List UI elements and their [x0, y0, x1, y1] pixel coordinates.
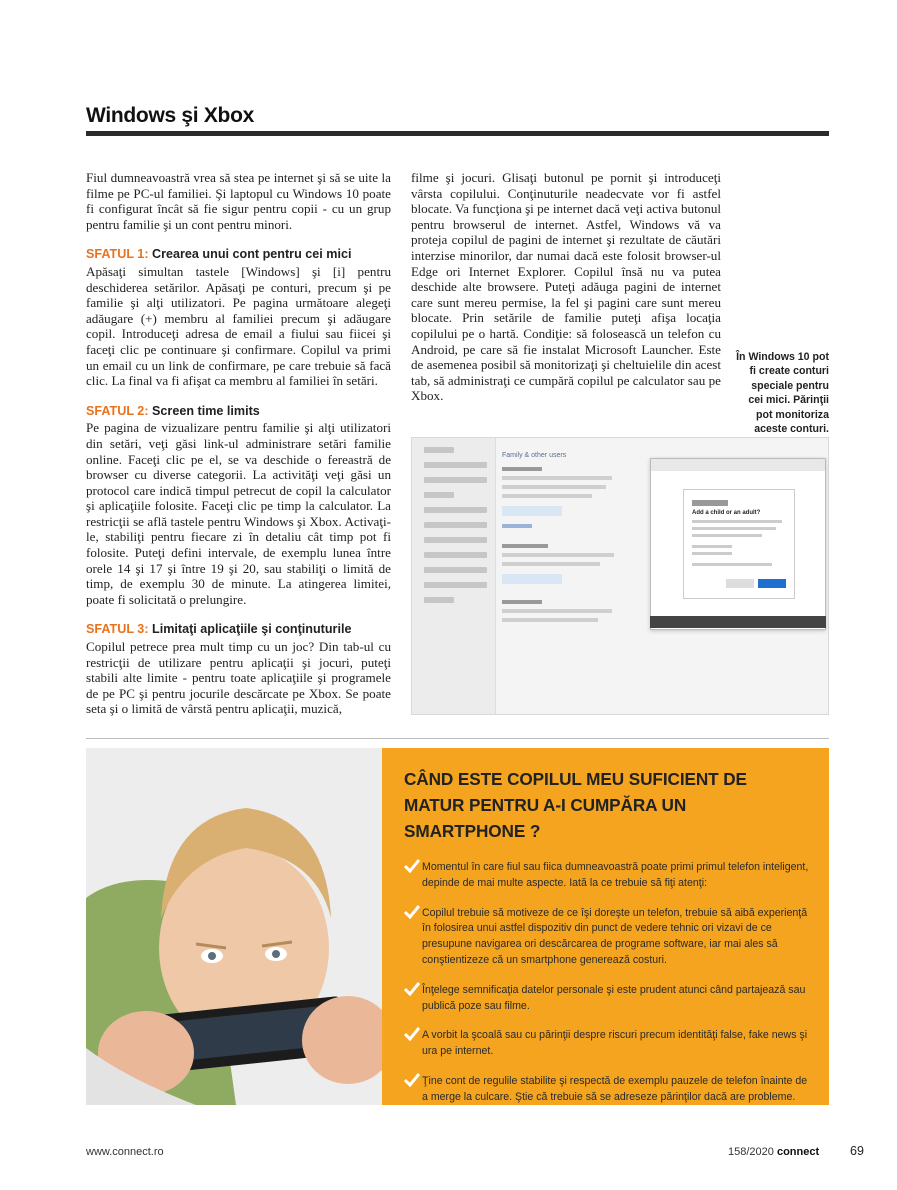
intro-paragraph: Fiul dumneavoastră vrea să stea pe internet şi să se uite la filme pe PC-ul familiei. Şi laptopul cu Windows 10 poate fi configurat încât să fie sigur pentru copii - cu un grup pentru familie şi un cont pentru minori. — [86, 170, 391, 232]
article-column-1 — [86, 170, 391, 717]
tip1-heading — [86, 247, 391, 263]
smartphone-infobox — [382, 748, 829, 1105]
settings-main-panel — [502, 452, 622, 702]
taskbar — [650, 616, 826, 628]
tip2-heading — [86, 404, 391, 420]
tip2-label: SFATUL 2: — [86, 403, 149, 418]
infobox-item-text: Copilul trebuie să motiveze de ce îşi doreşte un telefon, trebuie să aibă experienţă în folosirea unui astfel dispozitiv din punct de vedere tehnic ori vizavi de ce presupune navigarea ori descărcarea de programe software, iar mai ales să conştientizeze că un smartphone generează costuri. — [422, 906, 808, 966]
infobox-item — [404, 860, 809, 892]
tip3-heading — [86, 622, 391, 638]
footer-issue — [728, 1146, 819, 1158]
checkmark-icon — [404, 1073, 420, 1087]
issue-number: 158/2020 — [728, 1146, 774, 1158]
add-member-window — [650, 458, 826, 630]
panel-title: Family & other users — [502, 452, 567, 459]
child-with-smartphone-photo — [86, 748, 382, 1105]
page-number: 69 — [850, 1144, 864, 1158]
tip2-title: Screen time limits — [152, 403, 260, 418]
infobox-item-text: A vorbit la şcoală sau cu părinţii despre riscuri precum identităţi false, fake news şi ura pe internet. — [422, 1029, 808, 1058]
infobox-item — [404, 1074, 809, 1106]
checkmark-icon — [404, 905, 420, 919]
magazine-brand: connect — [776, 1146, 820, 1158]
checkmark-icon — [404, 982, 420, 996]
article-column-2 — [411, 170, 721, 404]
tip2-body: Pe pagina de vizualizare pentru familie şi alţi utilizatori din setări, veţi găsi link-ul administrare setări familie online. Faceţi clic pe el, se va deschide o fereastră de browser cu diverse categorii. La activităţi veţi găsi un protocol care indică timpul petrecut de copil la calculator şi aplicaţiile folosite. Faceţi clic pe timp la calculator. La restricţii se află tastele pentru Windows şi Xbox. Activaţi-le, stabiliţi pentru fiecare zi în detaliu cât timp pot fi folosite. Puteţi defini intervale, de exemplu lunea între orele 14 şi 17 şi între 19 şi 20, sau stabiliţi o limită de timp, de exemplu 30 de minute. La atingerea limitei, poate fi solicitată o prelungire. — [86, 420, 391, 607]
title-rule — [86, 131, 829, 136]
tip3-label: SFATUL 3: — [86, 622, 149, 637]
dialog-title: Add a child or an adult? — [692, 510, 761, 516]
infobox-item — [404, 1028, 809, 1060]
infobox-item-text: Ţine cont de regulile stabilite şi respectă de exemplu pauzele de telefon înainte de a merge la culcare. Ştie că trebuie să se adreseze părinţilor dacă are probleme. — [422, 1074, 808, 1103]
add-member-dialog — [683, 489, 795, 599]
footer-website: www.connect.ro — [86, 1146, 164, 1158]
infobox-item — [404, 906, 809, 969]
column2-paragraph: filme şi jocuri. Glisaţi butonul pe pornit şi introduceţi vârsta copilului. Conţinuturile neadecvate vor fi astfel blocate. Va funcţiona şi pe internet dacă veţi activa butonul pentru browserul de internet. Astfel, Windows vă va proteja copilul de pagini de internet şi rezultate de căutări interzise minorilor, dar numai dacă este folosit browser-ul Edge ori Internet Explorer. Copilul însă nu va putea deschide alte browsere. Puteţi adăuga pagini de internet care sunt mereu permise, la fel şi pagini care sunt mereu blocate. Prin setările de familie puteţi afişa locaţia copilului pe o hartă. Condiţie: să folosească un telefon cu Android, pe care să fie instalat Microsoft Launcher. Este de asemenea posibil să monitorizaţi şi cheltuielile din acest tab, să administraţi ce cumpără copilul pe calculator sau pe Xbox. — [411, 170, 721, 404]
screenshot-caption: În Windows 10 pot fi create conturi speciale pentru cei mici. Părinţii pot monitoriza aceste conturi. — [736, 351, 829, 436]
windows-settings-screenshot — [411, 437, 829, 715]
tip3-title: Limitaţi aplicaţiile şi conţinuturile — [152, 622, 352, 637]
tip1-title: Crearea unui cont pentru cei mici — [152, 247, 352, 262]
section-divider — [86, 738, 829, 739]
tip1-label: SFATUL 1: — [86, 247, 149, 262]
infobox-item — [404, 983, 809, 1015]
photo-illustration — [86, 748, 382, 1105]
infobox-title: CÂND ESTE COPILUL MEU SUFICIENT DE MATUR PENTRU A-I CUMPĂRA UN SMARTPHONE ? — [404, 769, 747, 841]
tip1-body: Apăsaţi simultan tastele [Windows] şi [i] pentru deschiderea setărilor. Apăsaţi pe conturi, precum şi pe familie şi alţi utilizatori. Pe pagina următoare alegeţi adăugare (+) membru al familiei precum şi adăugare copil. Introduceţi adresa de email a fiului sau fiicei şi faceţi clic pe continuare şi confirmare. Copilul va primi un email cu un link de confirmare, pe care trebuie să facă clic. La final va fi afişat ca membru al familiei în setări. — [86, 263, 391, 389]
checkmark-icon — [404, 859, 420, 873]
section-title: Windows şi Xbox — [86, 104, 254, 127]
infobox-item-text: Înţelege semnificaţia datelor personale şi este prudent atunci când partajează sau publică poze sau filme. — [422, 983, 806, 1012]
infobox-item-text: Momentul în care fiul sau fiica dumneavoastră poate primi primul telefon inteligent, depinde de mai multe aspecte. Iată la ce trebuie să fiţi atenţi: — [422, 861, 809, 889]
checkmark-icon — [404, 1027, 420, 1041]
tip3-body: Copilul petrece prea mult timp cu un joc? Din tab-ul cu restricţii de utilizare pentru aplicaţii şi jocuri, puteţi stabili alte limite - pentru toate aplicaţiile şi programele de pe PC şi pentru jocurile descărcate pe Xbox. Se poate seta şi o limită de vârstă pentru aplicaţii, muzică, — [86, 639, 391, 717]
settings-sidebar — [412, 438, 496, 714]
